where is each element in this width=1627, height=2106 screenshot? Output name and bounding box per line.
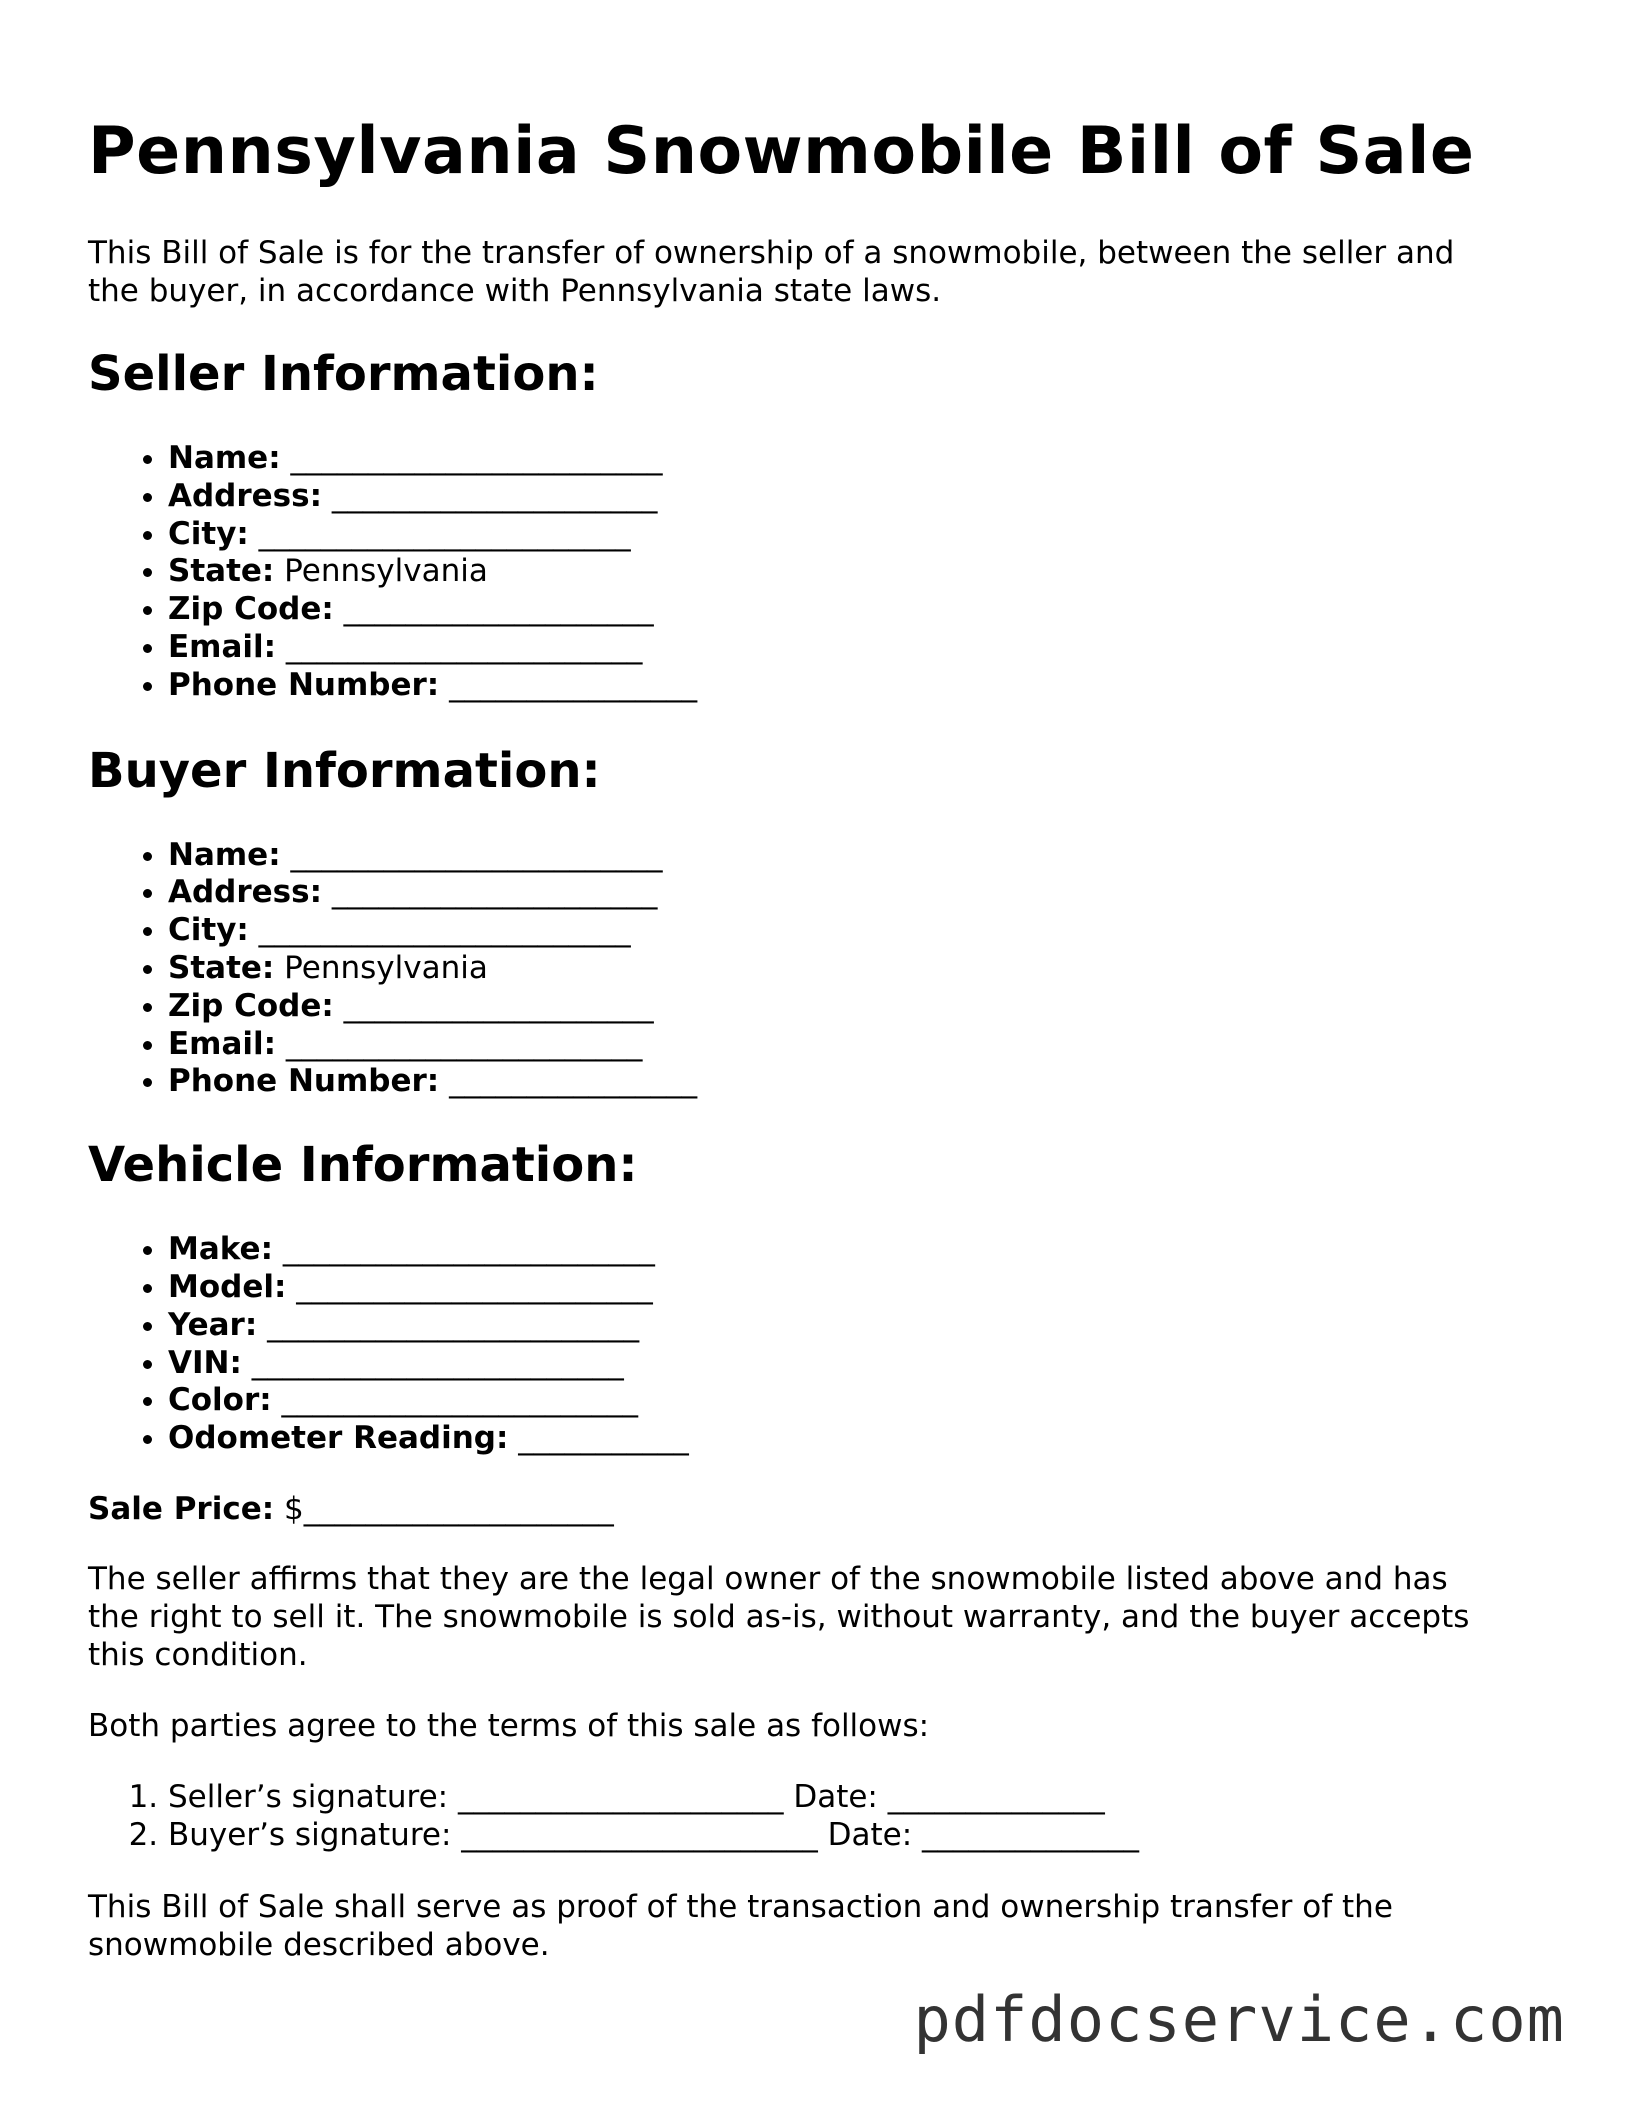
field-label: Email:	[168, 628, 277, 665]
field-label: Address:	[168, 874, 322, 911]
field-label: Color:	[168, 1382, 272, 1419]
buyer-address-item	[168, 874, 1508, 912]
seller-heading: Seller Information:	[88, 346, 599, 402]
agreement-intro: Both parties agree to the terms of this sale as follows:	[88, 1707, 930, 1744]
vehicle-vin-item	[168, 1345, 1508, 1383]
field-label: VIN:	[168, 1344, 242, 1381]
buyer-name-item	[168, 837, 1508, 875]
bill-of-sale-document	[88, 112, 1508, 1964]
field-label: State:	[168, 553, 275, 590]
field-value: ________________________	[267, 1306, 640, 1343]
field-label: State:	[168, 949, 275, 986]
field-value: ________________________	[282, 1231, 655, 1268]
field-value: ________________________	[290, 836, 663, 873]
intro-paragraph: This Bill of Sale is for the transfer of ownership of a snowmobile, between the seller and the buyer, in accordance with Pennsylvania state laws.	[88, 235, 1455, 309]
field-label: City:	[168, 515, 249, 552]
seller-zip-item	[168, 591, 1508, 629]
field-label: Odometer Reading:	[168, 1420, 509, 1457]
field-value: ____________________	[343, 987, 654, 1024]
affirmation-paragraph: The seller affirms that they are the legal owner of the snowmobile listed above and has the right to sell it. The snowmobile is sold as-is, without warranty, and the buyer accepts this condition.	[88, 1560, 1470, 1673]
seller-fields-list	[88, 440, 1508, 705]
field-label: Make:	[168, 1231, 273, 1268]
buyer-zip-item	[168, 988, 1508, 1026]
field-label: Zip Code:	[168, 591, 334, 628]
field-label: Phone Number:	[168, 666, 440, 703]
field-label: City:	[168, 912, 249, 949]
sale-price-label: Sale Price:	[88, 1490, 275, 1527]
signature-list	[88, 1779, 1508, 1855]
field-value: ________________________	[258, 515, 631, 552]
sale-price-line	[88, 1490, 1508, 1528]
field-label: Model:	[168, 1268, 287, 1305]
field-value: ____________________	[343, 591, 654, 628]
buyer-phone-item	[168, 1063, 1508, 1101]
field-value: _______________________	[281, 1382, 639, 1419]
vehicle-make-item	[168, 1231, 1508, 1269]
watermark: pdfdocservice.com	[913, 1983, 1565, 2056]
field-label: Phone Number:	[168, 1063, 440, 1100]
seller-email-item	[168, 629, 1508, 667]
field-value: ________________	[449, 1063, 698, 1100]
field-label: Name:	[168, 440, 281, 476]
field-label: Year:	[168, 1306, 258, 1343]
seller-name-item	[168, 440, 1508, 478]
vehicle-heading: Vehicle Information:	[88, 1137, 638, 1194]
field-value: _____________________	[331, 477, 658, 514]
buyer-state-item	[168, 950, 1508, 988]
field-value: ___________	[518, 1420, 689, 1457]
field-label: Email:	[168, 1025, 277, 1062]
field-value: _______________________	[285, 628, 643, 665]
document-title: Pennsylvania Snowmobile Bill of Sale	[88, 114, 1475, 189]
field-label: Address:	[168, 477, 322, 514]
field-value: _____________________	[331, 874, 658, 911]
field-label: Name:	[168, 836, 281, 873]
seller-state-item	[168, 553, 1508, 591]
buyer-email-item	[168, 1026, 1508, 1064]
seller-phone-item	[168, 667, 1508, 705]
closing-paragraph: This Bill of Sale shall serve as proof of the transaction and ownership transfer of the snowmobile described above.	[88, 1888, 1393, 1963]
seller-city-item	[168, 516, 1508, 554]
seller-address-item	[168, 478, 1508, 516]
buyer-signature-line: 2. Buyer’s signature: _______________________ Date: ______________	[168, 1817, 1508, 1855]
field-value: Pennsylvania	[284, 553, 488, 590]
seller-signature-line: 1. Seller’s signature: _____________________ Date: ______________	[168, 1779, 1508, 1817]
buyer-fields-list	[88, 837, 1508, 1102]
field-value: ________________	[449, 666, 698, 703]
vehicle-color-item	[168, 1382, 1508, 1420]
buyer-city-item	[168, 912, 1508, 950]
sale-price-value: $____________________	[283, 1490, 614, 1527]
vehicle-model-item	[168, 1269, 1508, 1307]
vehicle-fields-list	[88, 1231, 1508, 1458]
vehicle-year-item	[168, 1307, 1508, 1345]
buyer-heading: Buyer Information:	[88, 742, 601, 799]
field-value: ________________________	[290, 440, 663, 476]
field-value: ________________________	[251, 1344, 624, 1381]
field-label: Zip Code:	[168, 987, 334, 1024]
field-value: _______________________	[285, 1025, 643, 1062]
vehicle-odometer-item	[168, 1420, 1508, 1458]
field-value: ________________________	[258, 912, 631, 949]
field-value: Pennsylvania	[284, 949, 488, 986]
field-value: _______________________	[296, 1268, 653, 1305]
